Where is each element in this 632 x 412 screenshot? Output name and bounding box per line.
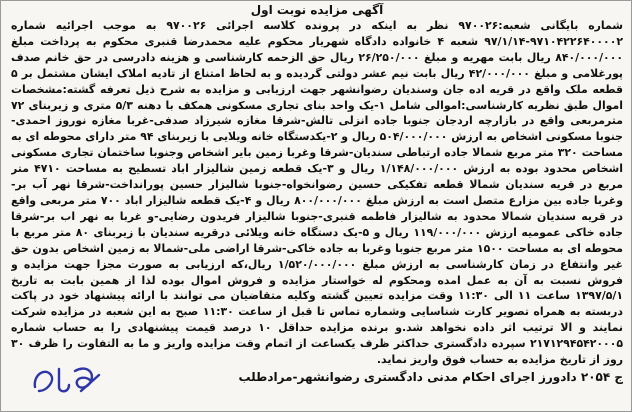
notice-signature: ج ۲۰۵۴ دادورز اجرای احکام مدنی دادگستری رضوانشهر-مرادطلب xyxy=(238,370,623,384)
notice-title: آگهی مزایده نوبت اول xyxy=(250,3,384,17)
handwritten-mark xyxy=(25,357,103,401)
notice-body-text: شماره بایگانی شعبه:۹۷۰۰۲۶ نظر به اینکه در پرونده کلاسه اجرائی ۹۷۰۰۲۶ به موجب اجرائیه شماره ۹۷۱۰۴۲۲۶۴۰۰۰۰۲-۹۷/۱/۱۴ شعبه ۴ خانواده دادگاه شهریار محکوم علیه محمدرضا قنبری محکوم به پرداخت مبلغ ۸۴۰/۰۰۰/۰۰۰ ریال بابت مهریه و مبلغ ۲۶/۲۵۰/۰۰۰ ریال حق الزحمه کارشناسی و هزینه دادرسی در حق خانم صدف پورغلامی و مبلغ ۴۲/۰۰۰/۰۰۰ ریال بابت نیم عشر دولتی گردیده و به لحاظ امتناع از تادیه املاک ایشان مشتمل بر ۵ قطعه ملک واقع در قریه اده جان وسندیان رضوانشهر جهت ارزیابی و مزایده به شرح ذیل تعرفه گشته:مشخصات اموال طبق نظریه کارشناسی:اموالی شامل ۱-یک واحد بنای تجاری مسکونی همکف با دهنه ۵/۳ متری و زیربنای ۷۲ مترمربعی واقع در بازارچه اردجان جنوبا جاده انزلی تالش-شرقا مغازه شیرزاد صدفی-غربا مغازه نوروز احمدی-جنوبا مسکونی اشخاص به ارزش ۵۰۴/۰۰۰/۰۰۰ ریال و ۲-یکدستگاه خانه ویلایی با زیربنای ۹۴ متر دارای محوطه ای به مساحت ۳۲۰ متر مربع شمالا جاده ارتباطی سندیان-شرقا وغربا زمین بایر اشخاص وجنوبا ساختمان تجاری مسکونی اشخاص محدود بوده به ارزش ۱/۱۴۸/۰۰۰/۰۰۰ ریال و ۳-یک قطعه زمین شالیزار اباد تسطیح به مساحت ۴۷۱۰ متر مربع در قریه سندیان شمالا قطعه تفکیکی حسین رضوانخواه-جنوبا شالیزار حسین پورانداخت-شرقا نهر آب بر-وغربا جاده بین مزارع متصل است به ارزش مبلغ ۸۰۰/۰۰۰/۰۰۰ ریال و ۴-یک قطعه شالیزار اباد ۷۰۰ متر مربعی واقع در قریه سندیان شمالا محدود به شالیزار فاطمه قنبری-جنوبا شالیزار فریدون رضایی-و غربا به نهر اب بر-شرقا جاده خاکی عمومیه ارزش ۱۱۹/۰۰۰/۰۰۰ ریال و ۵-یک دستگاه خانه ویلائی درقریه سندیان با زیربنای ۸۰ متر مربع با محوطه ای به مساحت ۱۵۰۰ متر مربع جنوبا وغربا به جاده خاکی-شرقا اراضی ملی-شمالا به زمین اشخاص بدون حق غیر وانتفاع در زمان کارشناسی به ارزش مبلغ ۱/۵۲۰/۰۰۰/۰۰۰ ریال،که ارزیابی به صورت مجزا جهت مزایده و فروش نسبت به آن به عمل امده ومحکوم له خواستار مزایده و فروش اموال بوده لذا از همین بابت به تاریخ ۱۳۹۷/۵/۱ ساعت ۱۱ الی ۱۱:۳۰ وقت مزایده تعیین گشته وکلیه متقاضیان می توانند با ارائه پیشنهاد خود در پاکت دربسته به همراه تصویر کارت شناسایی وشماره تماس تا قبل از ساعت ۱۱:۳۰ صبح به این شعبه در مزایده شرکت نمایند و الا ترتیب اثر داده نخواهد شد.و برنده مزایده حداقل ۱۰ درصد قیمت پیشنهادی را به حساب شماره ۲۱۷۱۲۹۴۵۴۲۰۰۰۵ سپرده دادگستری حداکثر ظرف یکساعت از اتمام وقت مزایده واریز و ما به التفاوت را ظرف ۳۰ روز از تاریخ مزایده به حساب فوق واریز نماید. xyxy=(11,19,623,367)
notice-body xyxy=(11,18,623,370)
